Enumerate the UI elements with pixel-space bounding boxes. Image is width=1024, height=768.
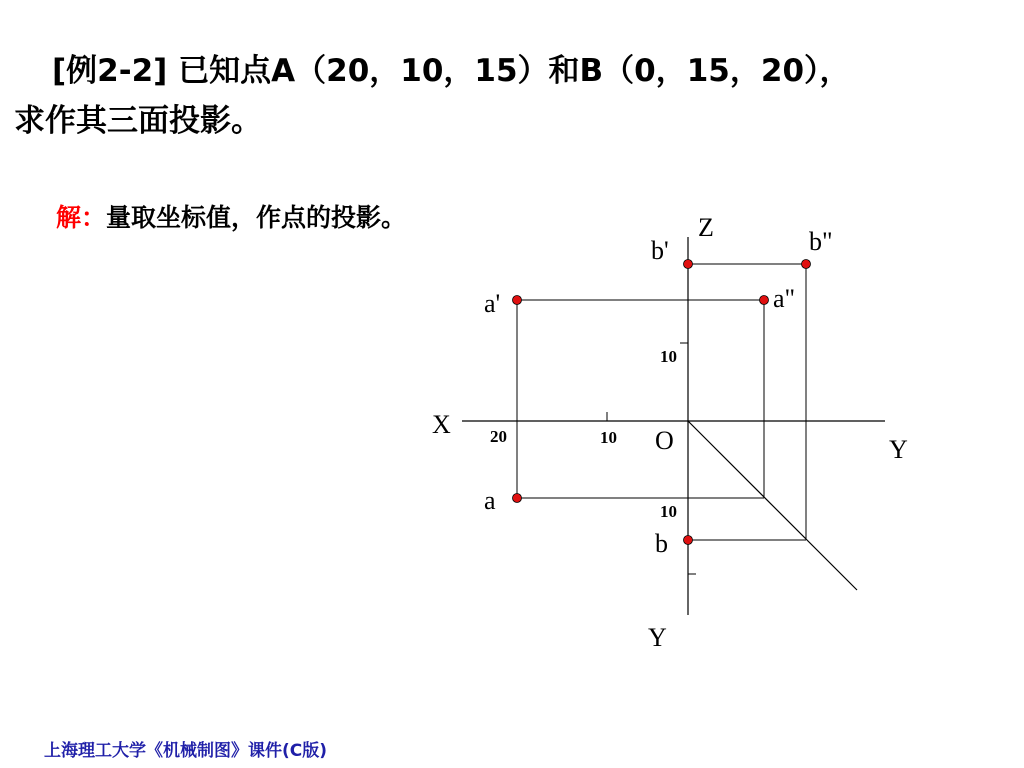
problem-title-line2: 求作其三面投影。 [14, 103, 262, 139]
point-a-prime [513, 296, 522, 305]
y-vertical-axis-label: Y [648, 623, 667, 652]
point-a [513, 494, 522, 503]
point-b [684, 536, 693, 545]
label-b-double-prime: b" [809, 227, 833, 256]
y-tick-label-10: 10 [660, 502, 677, 521]
z-axis-label: Z [698, 213, 714, 242]
label-b: b [655, 529, 668, 558]
y-horizontal-axis-label: Y [889, 435, 908, 464]
45-degree-line [688, 421, 857, 590]
label-b-prime: b' [651, 236, 669, 265]
point-b-double-prime [802, 260, 811, 269]
x-tick-label-20: 20 [490, 427, 507, 446]
label-a: a [484, 486, 496, 515]
solution-body: 量取坐标值，作点的投影。 [106, 203, 407, 232]
x-axis-label: X [432, 410, 451, 439]
z-tick-label-10: 10 [660, 347, 677, 366]
label-a-prime: a' [484, 289, 501, 318]
point-a-double-prime [760, 296, 769, 305]
course-footer: 上海理工大学《机械制图》课件(C版) [44, 741, 328, 761]
problem-title-line1: [例2-2] 已知点A（20，10，15）和B（0，15，20）， [52, 53, 851, 89]
x-tick-label-10: 10 [600, 428, 617, 447]
origin-label: O [655, 426, 674, 455]
point-b-prime [684, 260, 693, 269]
label-a-double-prime: a" [773, 284, 796, 313]
solution-label: 解： [56, 203, 107, 232]
